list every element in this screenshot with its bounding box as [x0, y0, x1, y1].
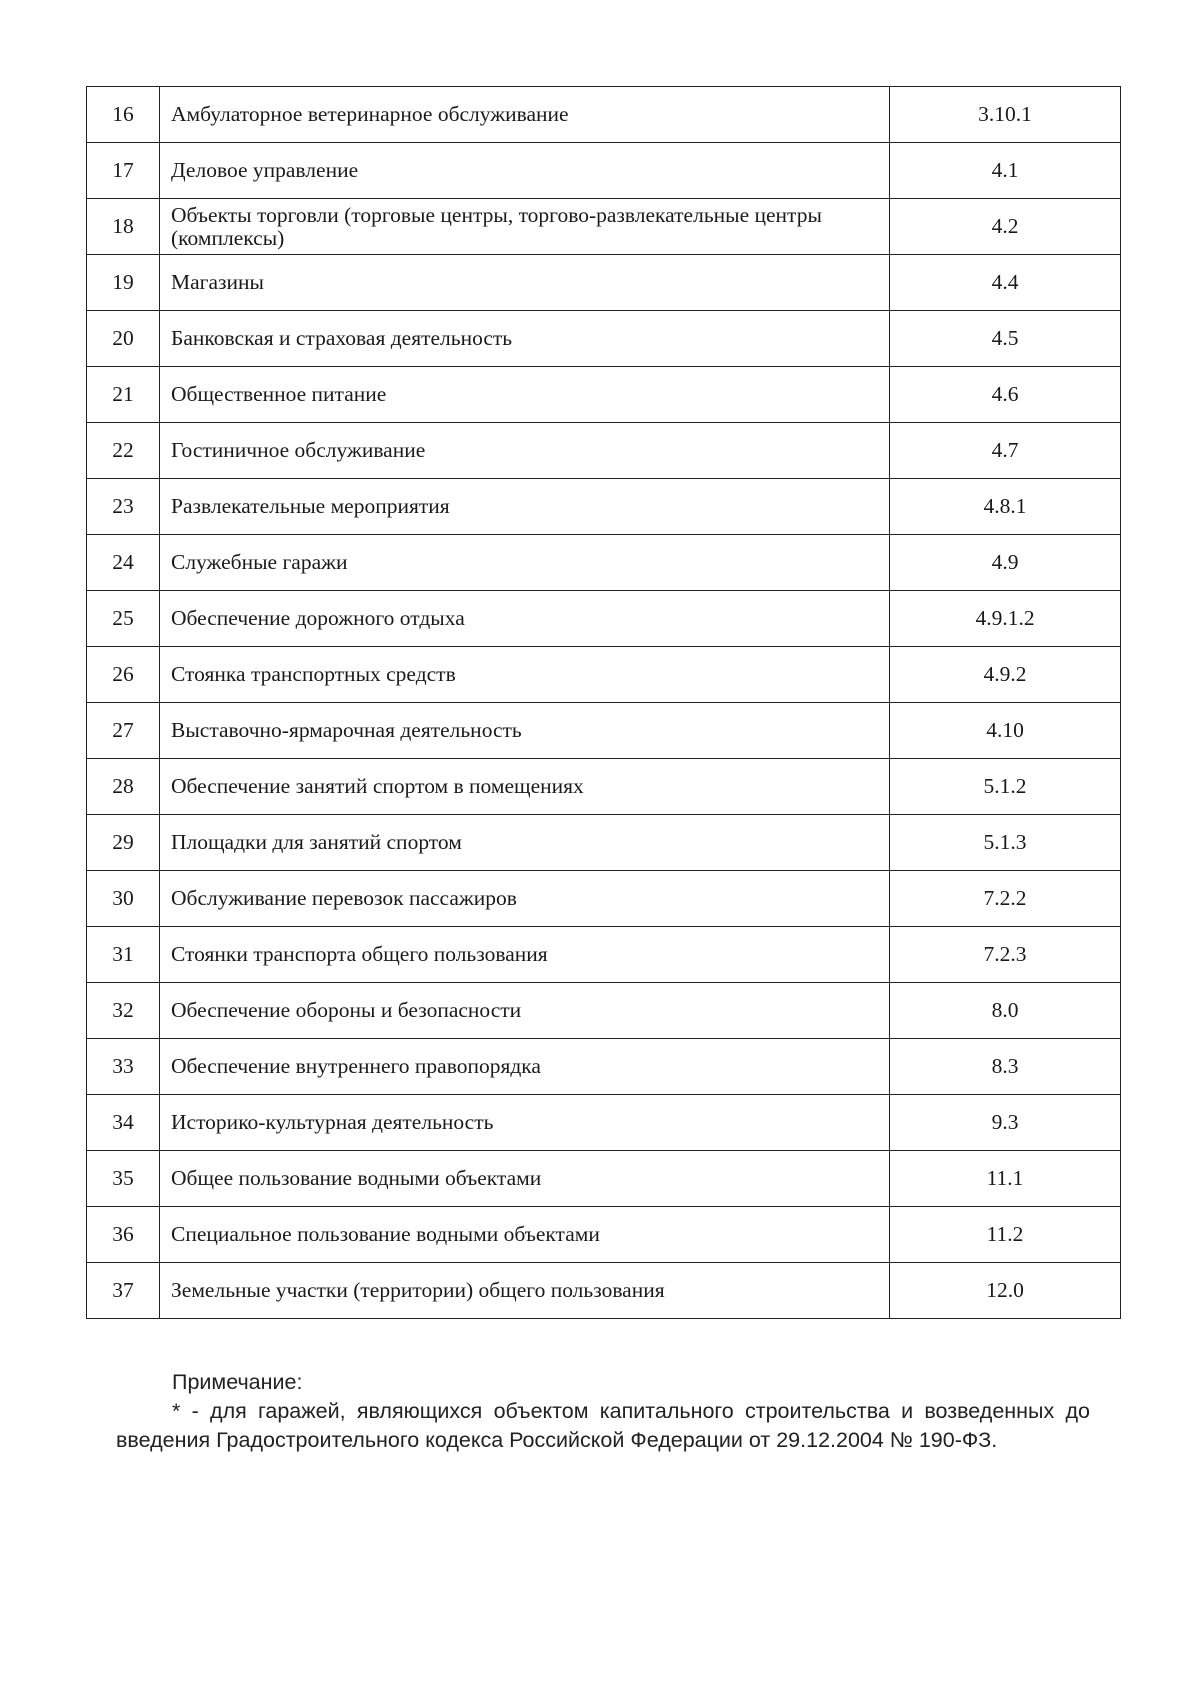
- table-row: [87, 871, 1121, 927]
- table-row: [87, 647, 1121, 703]
- row-number-cell: 32: [87, 983, 160, 1039]
- land-use-table-body: [87, 87, 1121, 1319]
- land-use-name-cell: Банковская и страховая деятельность: [160, 311, 890, 367]
- land-use-name-cell: Обеспечение внутреннего правопорядка: [160, 1039, 890, 1095]
- land-use-name-cell: Земельные участки (территории) общего пользования: [160, 1263, 890, 1319]
- land-use-name-cell: Обслуживание перевозок пассажиров: [160, 871, 890, 927]
- land-use-name-cell: Амбулаторное ветеринарное обслуживание: [160, 87, 890, 143]
- row-number-cell: 19: [87, 255, 160, 311]
- row-number-cell: 18: [87, 199, 160, 255]
- land-use-name-cell: Стоянки транспорта общего пользования: [160, 927, 890, 983]
- table-row: [87, 1151, 1121, 1207]
- land-use-name-cell: Обеспечение дорожного отдыха: [160, 591, 890, 647]
- table-row: [87, 311, 1121, 367]
- row-number-cell: 33: [87, 1039, 160, 1095]
- land-use-name-cell: Объекты торговли (торговые центры, торгово-развлекательные центры (комплексы): [160, 199, 890, 255]
- land-use-code-cell: 4.1: [890, 143, 1121, 199]
- table-row: [87, 423, 1121, 479]
- land-use-name-cell: Историко-культурная деятельность: [160, 1095, 890, 1151]
- land-use-code-cell: 4.2: [890, 199, 1121, 255]
- land-use-name-cell: Общее пользование водными объектами: [160, 1151, 890, 1207]
- table-row: [87, 143, 1121, 199]
- land-use-code-cell: 4.5: [890, 311, 1121, 367]
- row-number-cell: 17: [87, 143, 160, 199]
- land-use-name-cell: Обеспечение занятий спортом в помещениях: [160, 759, 890, 815]
- land-use-code-cell: 7.2.3: [890, 927, 1121, 983]
- table-row: [87, 815, 1121, 871]
- land-use-name-cell: Магазины: [160, 255, 890, 311]
- table-row: [87, 983, 1121, 1039]
- land-use-name-cell: Стоянка транспортных средств: [160, 647, 890, 703]
- table-row: [87, 87, 1121, 143]
- row-number-cell: 30: [87, 871, 160, 927]
- row-number-cell: 28: [87, 759, 160, 815]
- row-number-cell: 20: [87, 311, 160, 367]
- land-use-code-cell: 11.2: [890, 1207, 1121, 1263]
- table-row: [87, 199, 1121, 255]
- note-block: [116, 1368, 1090, 1455]
- table-row: [87, 255, 1121, 311]
- row-number-cell: 22: [87, 423, 160, 479]
- row-number-cell: 37: [87, 1263, 160, 1319]
- land-use-code-cell: 4.8.1: [890, 479, 1121, 535]
- land-use-table: [86, 86, 1121, 1319]
- table-row: [87, 535, 1121, 591]
- land-use-code-cell: 5.1.2: [890, 759, 1121, 815]
- note-title: Примечание:: [172, 1370, 303, 1394]
- land-use-name-cell: Гостиничное обслуживание: [160, 423, 890, 479]
- row-number-cell: 34: [87, 1095, 160, 1151]
- row-number-cell: 23: [87, 479, 160, 535]
- land-use-code-cell: 12.0: [890, 1263, 1121, 1319]
- table-row: [87, 703, 1121, 759]
- land-use-name-cell: Обеспечение обороны и безопасности: [160, 983, 890, 1039]
- table-row: [87, 591, 1121, 647]
- land-use-name-cell: Общественное питание: [160, 367, 890, 423]
- table-row: [87, 1039, 1121, 1095]
- land-use-name-cell: Служебные гаражи: [160, 535, 890, 591]
- table-row: [87, 759, 1121, 815]
- table-row: [87, 1095, 1121, 1151]
- land-use-name-cell: Площадки для занятий спортом: [160, 815, 890, 871]
- row-number-cell: 29: [87, 815, 160, 871]
- table-row: [87, 1263, 1121, 1319]
- row-number-cell: 35: [87, 1151, 160, 1207]
- row-number-cell: 21: [87, 367, 160, 423]
- land-use-code-cell: 4.9: [890, 535, 1121, 591]
- land-use-code-cell: 4.7: [890, 423, 1121, 479]
- land-use-code-cell: 4.4: [890, 255, 1121, 311]
- land-use-name-cell: Деловое управление: [160, 143, 890, 199]
- land-use-name-cell: Развлекательные мероприятия: [160, 479, 890, 535]
- row-number-cell: 36: [87, 1207, 160, 1263]
- land-use-code-cell: 8.3: [890, 1039, 1121, 1095]
- row-number-cell: 26: [87, 647, 160, 703]
- table-row: [87, 1207, 1121, 1263]
- row-number-cell: 31: [87, 927, 160, 983]
- land-use-code-cell: 7.2.2: [890, 871, 1121, 927]
- land-use-code-cell: 11.1: [890, 1151, 1121, 1207]
- land-use-code-cell: 3.10.1: [890, 87, 1121, 143]
- land-use-name-cell: Специальное пользование водными объектами: [160, 1207, 890, 1263]
- row-number-cell: 27: [87, 703, 160, 759]
- row-number-cell: 25: [87, 591, 160, 647]
- table-row: [87, 927, 1121, 983]
- land-use-code-cell: 4.6: [890, 367, 1121, 423]
- note-text: * - для гаражей, являющихся объектом капитального строительства и возведенных до введения Градостроительного кодекса Российской Федерации от 29.12.2004 № 190-ФЗ.: [116, 1399, 1090, 1452]
- land-use-code-cell: 4.9.2: [890, 647, 1121, 703]
- land-use-name-cell: Выставочно-ярмарочная деятельность: [160, 703, 890, 759]
- land-use-code-cell: 9.3: [890, 1095, 1121, 1151]
- table-row: [87, 367, 1121, 423]
- row-number-cell: 24: [87, 535, 160, 591]
- land-use-code-cell: 8.0: [890, 983, 1121, 1039]
- land-use-code-cell: 4.9.1.2: [890, 591, 1121, 647]
- land-use-code-cell: 5.1.3: [890, 815, 1121, 871]
- land-use-code-cell: 4.10: [890, 703, 1121, 759]
- row-number-cell: 16: [87, 87, 160, 143]
- table-row: [87, 479, 1121, 535]
